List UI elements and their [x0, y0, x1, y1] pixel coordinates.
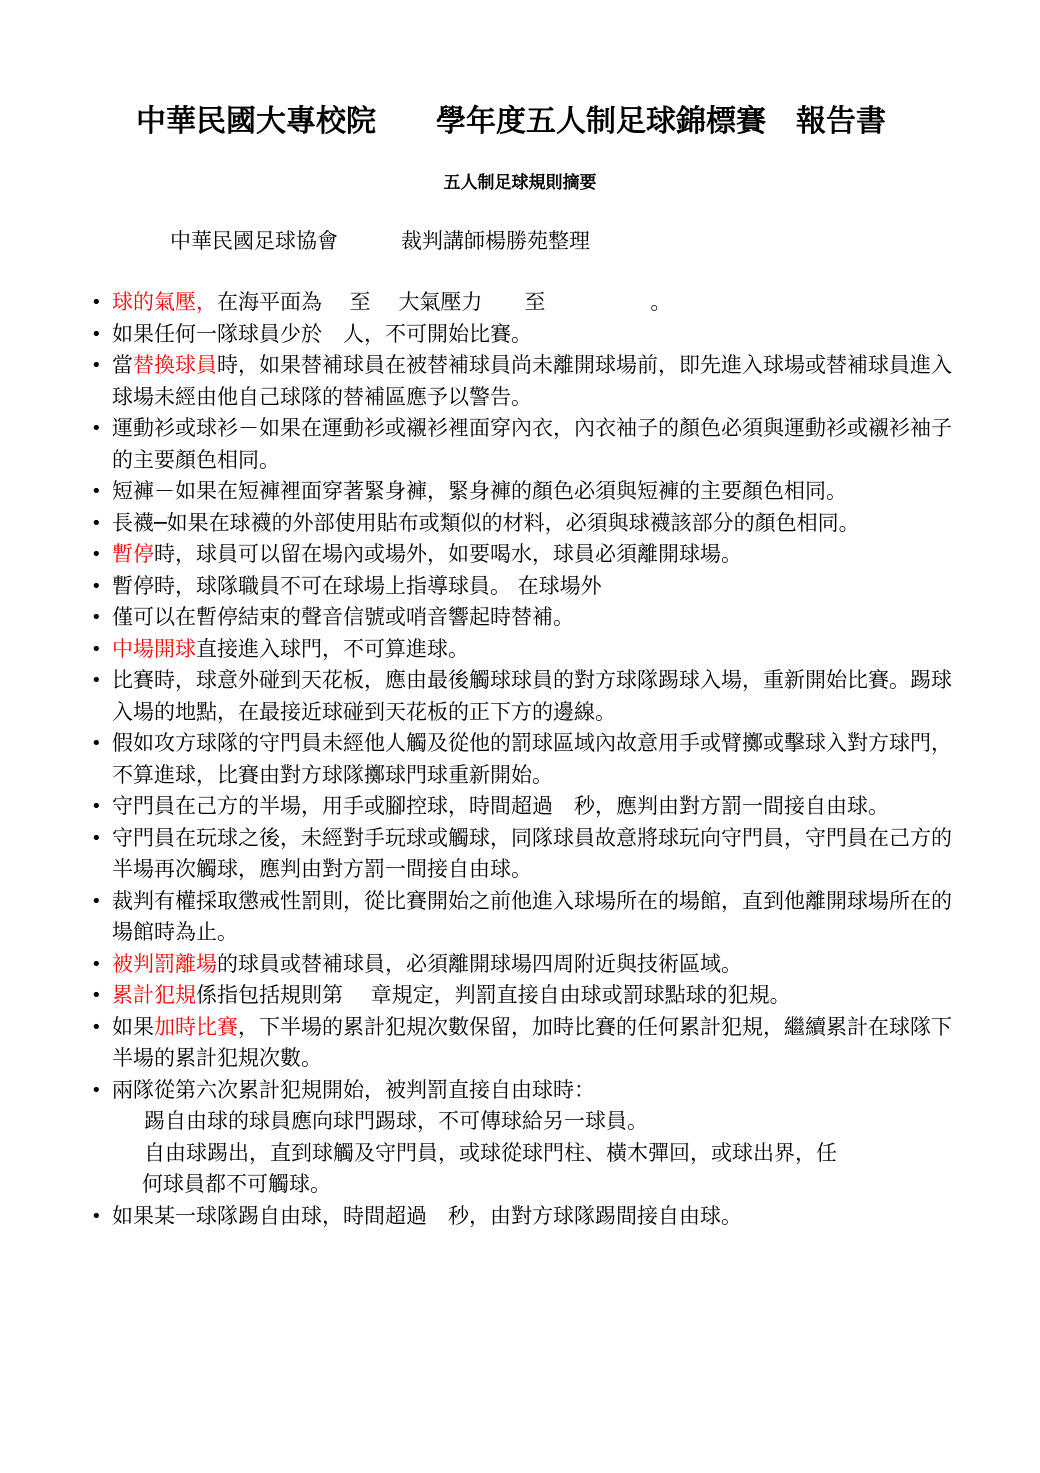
bullet-icon: • — [91, 607, 102, 628]
rules-list — [88, 287, 958, 1232]
bullet-icon: • — [91, 733, 102, 754]
bullet-icon: • — [91, 638, 102, 660]
rule-highlight: 被判罰離場 — [112, 951, 217, 976]
rule-text: 運動衫或球衫－如果在運動衫或襯衫裡面穿內衣，內衣袖子的顏色必須與運動衫或襯衫袖子的主要顏色相同。 — [112, 416, 952, 472]
rule-highlight: 中場開球 — [112, 636, 196, 661]
rule-item — [88, 980, 958, 1012]
rule-text: 裁判有權採取懲戒性罰則，從比賽開始之前他進入球場所在的場館，直到他離開球場所在的場館時為止。 — [112, 888, 952, 944]
rule-item — [88, 728, 958, 791]
rule-subline: 何球員都不可觸球。 — [142, 1172, 331, 1196]
rule-text: 如果某一球隊踢自由球，時間超過 秒，由對方球隊踢間接自由球。 — [112, 1203, 742, 1228]
rule-text: 係指包括規則第 章規定，判罰直接自由球或罰球點球的犯規。 — [196, 983, 791, 1007]
bullet-icon: • — [91, 670, 102, 691]
bullet-icon: • — [91, 1079, 102, 1101]
rule-highlight: 暫停 — [112, 542, 154, 566]
rule-text: 如果任何一隊球員少於 人，不可開始比賽。 — [112, 321, 532, 346]
bullet-icon: • — [91, 544, 102, 565]
rule-highlight: 加時比賽 — [154, 1014, 238, 1039]
bullet-icon: • — [91, 985, 102, 1006]
rule-text: 假如攻方球隊的守門員未經他人觸及從他的罰球區域內故意用手或臂擲或擊球入對方球門，不算進球，比賽由對方球隊擲球門球重新開始。 — [112, 731, 952, 787]
bullet-icon: • — [91, 323, 102, 345]
rule-text: 僅可以在暫停結束的聲音信號或哨音響起時替補。 — [112, 605, 574, 629]
rule-text: 時，如果替補球員在被替補球員尚未離開球場前，即先進入球場或替補球員進入球場未經由他自己球隊的替補區應予以警告。 — [112, 353, 952, 409]
rule-item — [88, 287, 958, 319]
bullet-icon: • — [91, 890, 102, 912]
rule-item — [88, 1075, 958, 1201]
rule-item — [88, 319, 958, 351]
bullet-icon: • — [91, 1205, 102, 1227]
rule-item — [88, 350, 958, 413]
bullet-icon: • — [91, 355, 102, 376]
rule-item — [88, 665, 958, 728]
rule-text: 時，球員可以留在場內或場外，如要喝水，球員必須離開球場。 — [154, 542, 742, 566]
rule-text: 的球員或替補球員，必須離開球場四周附近與技術區域。 — [217, 951, 742, 976]
document-byline: 中華民國足球協會 裁判講師楊勝苑整理 — [170, 229, 590, 253]
bullet-icon: • — [91, 512, 102, 534]
rule-text: 兩隊從第六次累計犯規開始，被判罰直接自由球時： — [112, 1077, 595, 1102]
rule-highlight: 替換球員 — [133, 353, 217, 377]
rule-subline: 踢自由球的球員應向球門踢球，不可傳球給另一球員。 — [144, 1109, 648, 1133]
rule-item — [88, 1012, 958, 1075]
rule-text: 在海平面為 至 大氣壓力 至 。 — [217, 290, 672, 314]
rule-item — [88, 823, 958, 886]
rule-highlight: 累計犯規 — [112, 983, 196, 1007]
bullet-icon: • — [91, 1016, 102, 1038]
rule-item — [88, 413, 958, 476]
rule-item — [88, 1201, 958, 1233]
bullet-icon: • — [91, 292, 102, 313]
document-subtitle: 五人制足球規則摘要 — [443, 173, 597, 193]
rule-item — [88, 886, 958, 949]
bullet-icon: • — [91, 827, 102, 849]
rule-text: 比賽時，球意外碰到天花板，應由最後觸球球員的對方球隊踢球入場，重新開始比賽。踢球入場的地點，在最接近球碰到天花板的正下方的邊線。 — [112, 668, 952, 724]
bullet-icon: • — [91, 481, 102, 502]
rule-text: ，下半場的累計犯規次數保留，加時比賽的任何累計犯規，繼續累計在球隊下半場的累計犯規次數。 — [112, 1014, 952, 1070]
document-title: 中華民國大專校院 學年度五人制足球錦標賽 報告書 — [136, 104, 886, 139]
rule-prefix: 當 — [112, 353, 133, 377]
rule-text: 暫停時，球隊職員不可在球場上指導球員。 在球場外 — [112, 573, 602, 598]
rule-subline: 自由球踢出，直到球觸及守門員，或球從球門柱、橫木彈回，或球出界，任 — [144, 1140, 837, 1165]
rule-item — [88, 602, 958, 634]
rule-item — [88, 571, 958, 603]
rule-prefix: 如果 — [112, 1014, 154, 1039]
rule-text: 短褲－如果在短褲裡面穿著緊身褲，緊身褲的顏色必須與短褲的主要顏色相同。 — [112, 479, 847, 503]
rule-text: 守門員在玩球之後，未經對手玩球或觸球，同隊球員故意將球玩向守門員，守門員在己方的半場再次觸球，應判由對方罰一間接自由球。 — [112, 825, 952, 881]
bullet-icon: • — [91, 575, 102, 597]
rule-item — [88, 539, 958, 571]
rule-text: 長襪─如果在球襪的外部使用貼布或類似的材料，必須與球襪該部分的顏色相同。 — [112, 510, 860, 535]
bullet-icon: • — [91, 418, 102, 439]
rule-highlight: 球的氣壓， — [112, 290, 217, 314]
bullet-icon: • — [91, 796, 102, 817]
rule-item — [88, 791, 958, 823]
rule-item — [88, 949, 958, 981]
rule-item — [88, 508, 958, 540]
rule-text: 守門員在己方的半場，用手或腳控球，時間超過 秒，應判由對方罰一間接自由球。 — [112, 794, 889, 818]
rule-item — [88, 476, 958, 508]
rule-item — [88, 634, 958, 666]
bullet-icon: • — [91, 953, 102, 975]
rule-text: 直接進入球門，不可算進球。 — [196, 636, 469, 661]
